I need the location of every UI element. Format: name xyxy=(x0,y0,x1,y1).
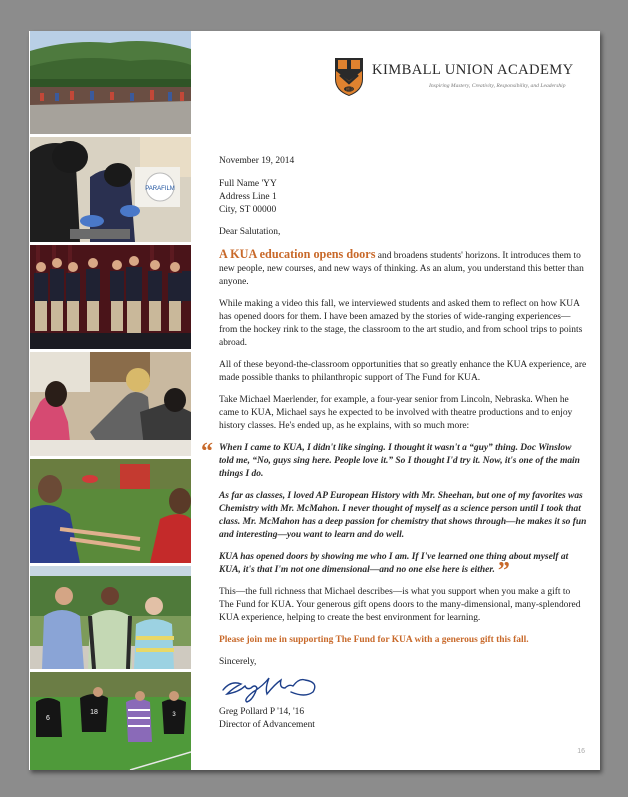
jersey-number: 18 xyxy=(90,709,98,716)
signer-name: Greg Pollard P '14, '16 xyxy=(219,707,305,717)
signature-block xyxy=(219,656,587,732)
page-number: 16 xyxy=(577,748,585,755)
choir-stage-photo xyxy=(30,245,191,349)
student-quote xyxy=(201,439,587,584)
letter-body xyxy=(201,155,587,732)
quote-paragraph: When I came to KUA, I didn't like singing. I thought it wasn't a “guy” thing. Doc Winslow told me, “No, guys sing here. People love it.” So I thought I'd try it. Now, it's one of the main things I do. xyxy=(219,443,580,479)
letter-date: November 19, 2014 xyxy=(219,156,295,166)
quote-text: KUA has opened doors by showing me who I am. If I've learned one thing about myself at KUA, it's that I'm not one dimensional—and no one else here is either. xyxy=(219,552,569,575)
signer-title: Director of Advancement xyxy=(219,720,315,730)
closing-paragraph: This—the full richness that Michael describes—is what you support when you make a gift to The Fund for KUA. Your generous gift opens doors to the many-dimensional, many-splendored KUA experience, helping to create the best environment for learning. xyxy=(219,587,581,623)
crest-year: 1813 xyxy=(345,87,353,92)
science-lab-photo xyxy=(30,137,191,242)
signature-icon xyxy=(219,670,329,704)
jersey-number: 6 xyxy=(46,715,50,722)
field-activity-photo xyxy=(30,459,191,563)
recipient-address xyxy=(219,178,587,217)
appeal-text: Please join me in supporting The Fund for KUA with a generous gift this fall. xyxy=(219,635,529,645)
open-quote-icon: “ xyxy=(201,439,213,465)
closing: Sincerely, xyxy=(219,657,257,667)
intro-paragraph xyxy=(219,248,587,289)
intro-lead: A KUA education opens doors xyxy=(219,247,376,261)
art-class-photo xyxy=(30,352,191,456)
intro-text: and broadens students' horizons. It introduces them to new people, new courses, and new ways of thinking. As an alum, you understand this better than anyone. xyxy=(219,251,584,287)
quote-paragraph: As far as classes, I loved AP European History with Mr. Sheehan, but one of my favorites was Chemistry with Mr. McMahon. I never thought of myself as a science person until I took that class. Mr. McMahon has a deep passion for chemistry that shows through—he makes it so fun and interesting—you want to learn and do well. xyxy=(219,491,587,540)
video-paragraph: While making a video this fall, we interviewed students and asked them to reflect on how KUA has opened doors for them. I have been amazed by the stories of wide-ranging experiences—from the hockey rink to the stage, the classroom to the art studio, and from school trips to points abroad. xyxy=(219,299,583,348)
school-logo xyxy=(334,57,579,101)
letter-page xyxy=(29,31,600,770)
quote-paragraph: KUA has opened doors by showing me who I am. If I've learned one thing about myself at KUA, it's that I'm not one dimensional—and no one else here is either. ” xyxy=(219,552,569,584)
support-paragraph: All of these beyond-the-classroom opportunities that so greatly enhance the KUA experience, are made possible thanks to philanthropic support of The Fund for KUA. xyxy=(219,360,587,383)
address-line: City, ST 00000 xyxy=(219,205,277,215)
mountain-group-photo xyxy=(30,31,191,134)
michael-paragraph: Take Michael Maerlender, for example, a four-year senior from Lincoln, Nebraska. When he came to KUA, Michael says he expected to be involved with theatre productions and to enjoy history classes. He's ended up, as he explains, with so much more: xyxy=(219,395,573,431)
crest-icon xyxy=(334,57,364,97)
salutation: Dear Salutation, xyxy=(219,227,281,237)
address-line: Full Name 'YY xyxy=(219,179,277,189)
school-name: KIMBALL UNION ACADEMY xyxy=(372,62,574,78)
soccer-photo xyxy=(30,672,191,770)
parafilm-label: PARAFILM xyxy=(145,186,175,192)
school-tagline: Inspiring Mastery, Creativity, Responsibility, and Leadership xyxy=(429,83,566,89)
portrait-trio-photo xyxy=(30,566,191,669)
jersey-number: 3 xyxy=(172,712,176,718)
address-line: Address Line 1 xyxy=(219,192,277,202)
